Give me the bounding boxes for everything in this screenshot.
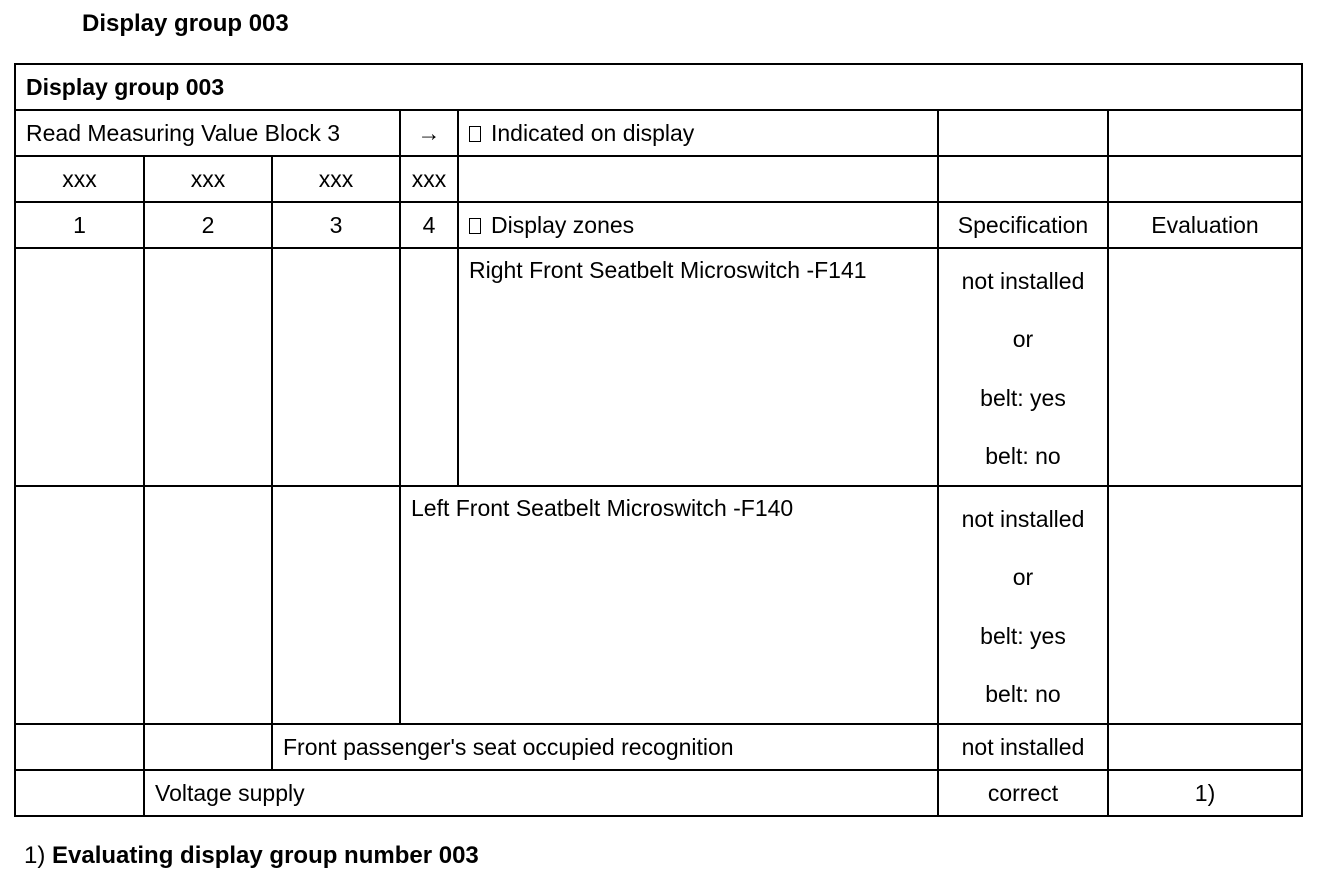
- spec-value: belt: yes: [980, 384, 1066, 411]
- spec-value: or: [1012, 326, 1034, 353]
- empty-cell: [1108, 486, 1302, 724]
- table-caption-row: [15, 64, 1302, 110]
- placeholder-4: xxx: [400, 156, 458, 202]
- arrow-icon: →: [400, 110, 458, 156]
- evaluation-value: 1): [1108, 770, 1302, 816]
- empty-cell: [15, 770, 144, 816]
- empty-cell: [938, 110, 1108, 156]
- row-label: Right Front Seatbelt Microswitch -F141: [458, 248, 938, 486]
- spec-value: not installed: [961, 268, 1085, 294]
- zone-number-2: 2: [144, 202, 272, 248]
- empty-cell: [272, 486, 400, 724]
- display-zones-label: Display zones: [491, 211, 635, 238]
- empty-cell: [458, 156, 938, 202]
- empty-cell: [144, 486, 272, 724]
- zone-number-4: 4: [400, 202, 458, 248]
- empty-cell: [272, 248, 400, 486]
- empty-cell: [1108, 724, 1302, 770]
- spec-value: not installed: [961, 506, 1085, 532]
- placeholder-1: xxx: [15, 156, 144, 202]
- checkbox-icon: [469, 126, 481, 142]
- spec-cell: [938, 486, 1108, 724]
- empty-cell: [400, 248, 458, 486]
- evaluation-header: Evaluation: [1108, 202, 1302, 248]
- table-row: [15, 248, 1302, 486]
- empty-cell: [938, 156, 1108, 202]
- read-block-label: Read Measuring Value Block 3: [15, 110, 400, 156]
- empty-cell: [144, 248, 272, 486]
- footnote: [24, 840, 479, 872]
- empty-cell: [1108, 156, 1302, 202]
- page-heading: Display group 003: [82, 10, 289, 37]
- row-label: Voltage supply: [144, 770, 938, 816]
- empty-cell: [144, 724, 272, 770]
- empty-cell: [1108, 110, 1302, 156]
- specification-header: Specification: [938, 202, 1108, 248]
- spec-value: belt: no: [985, 680, 1061, 707]
- spec-value: not installed: [938, 724, 1108, 770]
- read-block-row: [15, 110, 1302, 156]
- placeholder-3: xxx: [272, 156, 400, 202]
- row-label: Left Front Seatbelt Microswitch -F140: [400, 486, 938, 724]
- spec-cell: [938, 248, 1108, 486]
- indicated-on-display-cell: [458, 110, 938, 156]
- empty-cell: [15, 486, 144, 724]
- display-group-table: [14, 63, 1303, 817]
- display-zones-cell: [458, 202, 938, 248]
- table-row: [15, 724, 1302, 770]
- footnote-marker: 1): [24, 842, 46, 869]
- table-row: [15, 770, 1302, 816]
- checkbox-icon: [469, 218, 481, 234]
- row-label: Front passenger's seat occupied recognition: [272, 724, 938, 770]
- spec-value: or: [1012, 564, 1034, 591]
- empty-cell: [1108, 248, 1302, 486]
- table-caption: Display group 003: [15, 64, 1302, 110]
- empty-cell: [15, 248, 144, 486]
- table-row: [15, 486, 1302, 724]
- spec-value: belt: no: [985, 442, 1061, 469]
- header-row: [15, 202, 1302, 248]
- placeholder-2: xxx: [144, 156, 272, 202]
- zone-number-3: 3: [272, 202, 400, 248]
- empty-cell: [15, 724, 144, 770]
- footnote-text: Evaluating display group number 003: [52, 842, 479, 869]
- zone-number-1: 1: [15, 202, 144, 248]
- spec-value: belt: yes: [980, 622, 1066, 649]
- placeholder-row: [15, 156, 1302, 202]
- indicated-on-display-label: Indicated on display: [491, 119, 695, 146]
- spec-value: correct: [938, 770, 1108, 816]
